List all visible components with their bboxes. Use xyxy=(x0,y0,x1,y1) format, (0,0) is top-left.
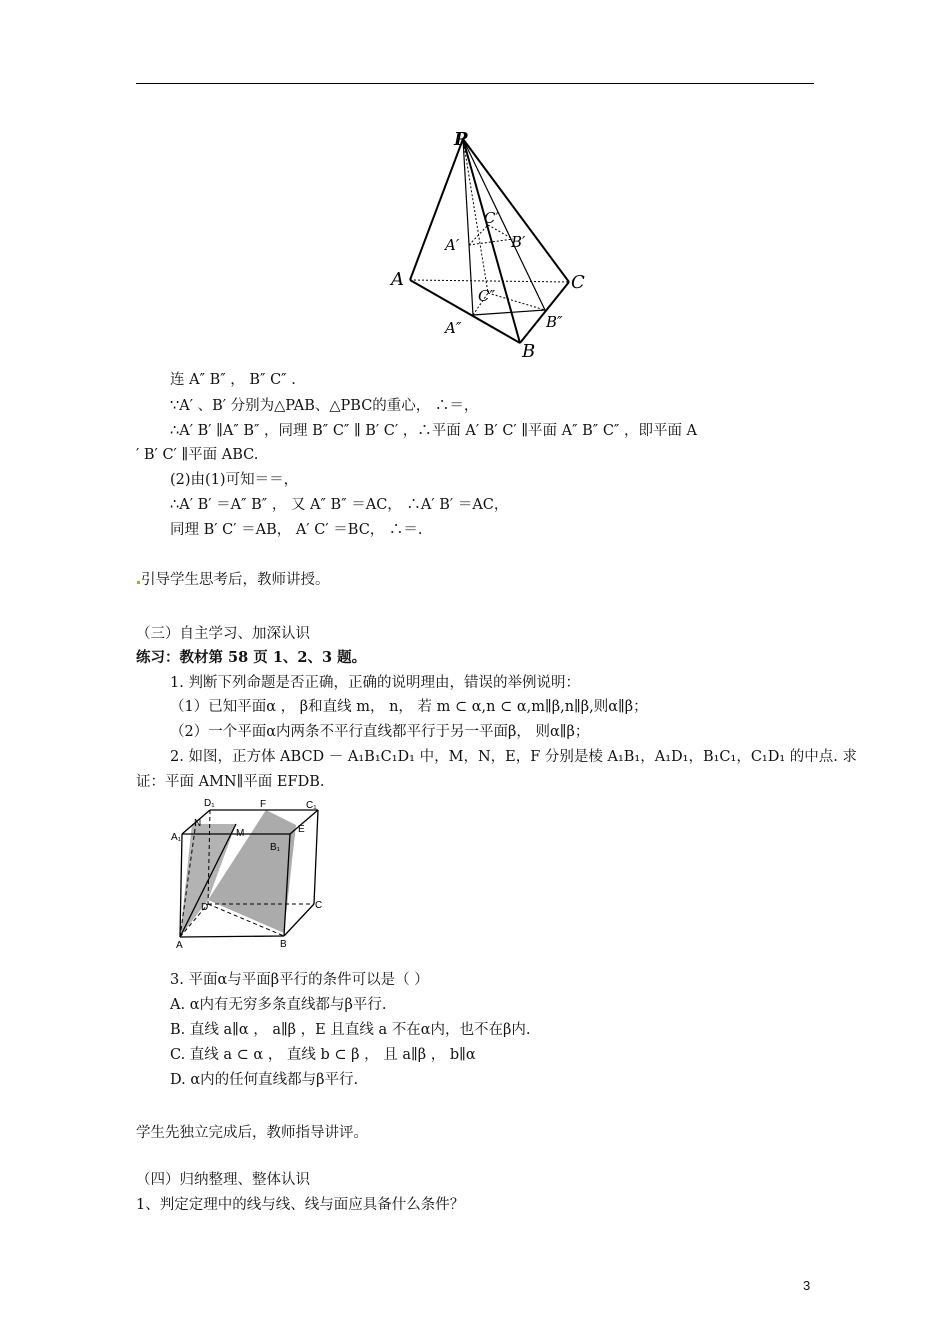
section-3-title: （三）自主学习、加深认识 xyxy=(136,626,310,642)
label-A1: A′ xyxy=(445,236,460,254)
proof-line-2: ∵A′ 、B′ 分别为△PAB、△PBC的重心， ∴＝， xyxy=(170,398,479,414)
cube-label-E: E xyxy=(298,824,305,835)
proof-line-5: (2)由(1)可知＝＝， xyxy=(170,472,299,488)
option-A: A. α内有无穷多条直线都与β平行. xyxy=(170,997,387,1013)
option-C: C. 直线 a ⊂ α ， 直线 b ⊂ β ， 且 a∥β ， b∥α xyxy=(170,1047,476,1063)
section-4-question-1: 1、判定定理中的线与线、线与面应具备什么条件？ xyxy=(136,1197,465,1213)
proof-line-6: ∴A′ B′ ＝A″ B″ ， 又 A″ B″ ＝AC， ∴A′ B′ ＝AC， xyxy=(170,497,509,513)
cube-label-D1: D₁ xyxy=(204,798,215,809)
proof-line-7: 同理 B′ C′ ＝AB， A′ C′ ＝BC， ∴＝. xyxy=(170,522,423,538)
guide-2: 学生先独立完成后，教师指导讲评。 xyxy=(136,1125,368,1141)
question-3: 3. 平面α与平面β平行的条件可以是（ ） xyxy=(170,972,429,988)
label-C2: C″ xyxy=(478,287,496,305)
edge-PA xyxy=(410,139,463,280)
edge-AC xyxy=(410,280,569,282)
edge-AB xyxy=(410,280,520,343)
label-B1: B′ xyxy=(511,233,526,251)
label-B2: B″ xyxy=(546,313,563,331)
label-C1: C′ xyxy=(484,209,499,227)
cube-label-D: D xyxy=(201,902,209,913)
cube-label-A1: A₁ xyxy=(171,832,182,843)
label-A2: A″ xyxy=(445,319,462,337)
proof-line-3: ∴A′ B′ ∥A″ B″ ，同理 B″ C″ ∥ B′ C′ ，∴平面 A′ B′ C′ ∥平面 A″ B″ C″ ，即平面 A xyxy=(170,423,698,439)
cube-label-A: A xyxy=(176,940,183,951)
proof-line-4: ′ B′ C′ ∥平面 ABC. xyxy=(136,447,259,463)
question-1: 1. 判断下列命题是否正确，正确的说明理由，错误的举例说明： xyxy=(170,675,580,691)
question-2b: 证：平面 AMN∥平面 EFDB. xyxy=(136,774,325,790)
cube-label-B1: B₁ xyxy=(270,842,281,853)
pyramid-figure xyxy=(385,125,595,360)
cube-figure xyxy=(168,796,323,951)
exercise-heading: 练习：教材第 58 页 1、2、3 题。 xyxy=(136,649,367,666)
header-rule xyxy=(136,83,814,84)
section-4-title: （四）归纳整理、整体认识 xyxy=(136,1172,310,1188)
guide-1-text: 引导学生思考后，教师讲授。 xyxy=(141,572,330,588)
edge-PC xyxy=(463,139,569,282)
option-B: B. 直线 a∥α ， a∥β ，E 且直线 a 不在α内，也不在β内. xyxy=(170,1022,531,1038)
cube-label-M: M xyxy=(236,828,245,839)
cube-label-B: B xyxy=(280,939,287,950)
cube-label-N: N xyxy=(194,818,202,829)
guide-1 xyxy=(136,570,330,590)
cube-label-C1: C₁ xyxy=(306,800,317,811)
line-PA2 xyxy=(463,139,473,315)
cube-label-C: C xyxy=(315,900,323,911)
question-1b: （2）一个平面α内两条不平行直线都平行于另一平面β， 则α∥β； xyxy=(170,724,590,740)
line-A1C1 xyxy=(469,225,488,245)
cube-label-F: F xyxy=(260,799,267,810)
marker-dot xyxy=(137,581,140,584)
page-number: 3 xyxy=(803,1278,811,1293)
label-C: C xyxy=(571,272,585,293)
line-C1B1 xyxy=(488,225,513,239)
line-A2B2 xyxy=(473,310,545,315)
line-C2B2 xyxy=(488,293,545,310)
proof-line-1: 连 A″ B″ ， B″ C″ . xyxy=(170,372,296,388)
question-2a: 2. 如图，正方体 ABCD － A₁B₁C₁D₁ 中，M，N，E，F 分别是棱 A₁B₁，A₁D₁，B₁C₁，C₁D₁ 的中点. 求 xyxy=(170,749,858,765)
label-B: B xyxy=(522,341,536,360)
question-1a: （1）已知平面α ， β和直线 m， n， 若 m ⊂ α,n ⊂ α,m∥β,n∥β,则α∥β； xyxy=(170,699,648,715)
option-D: D. α内的任何直线都与β平行. xyxy=(170,1072,359,1088)
label-P: P xyxy=(454,129,468,150)
label-A: A xyxy=(391,269,404,290)
